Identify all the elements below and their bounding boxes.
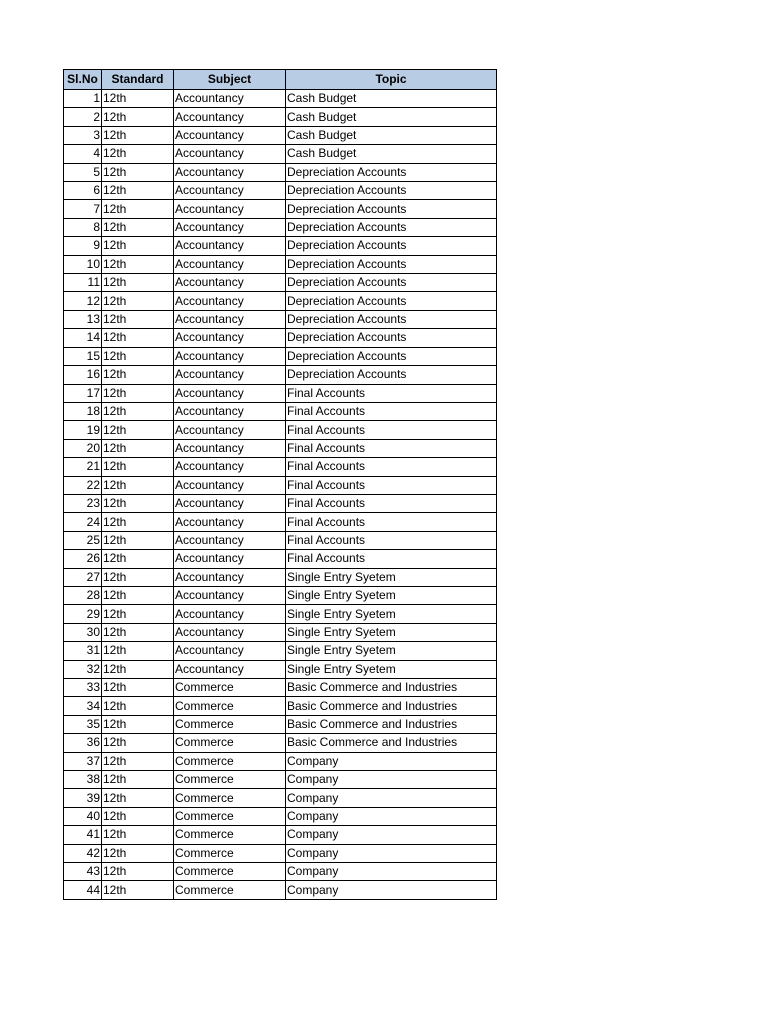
cell-sl-no: 10: [64, 255, 102, 273]
cell-standard: 12th: [102, 237, 174, 255]
cell-subject: Accountancy: [174, 550, 286, 568]
cell-topic: Depreciation Accounts: [286, 218, 497, 236]
cell-topic: Single Entry Syetem: [286, 660, 497, 678]
cell-sl-no: 34: [64, 697, 102, 715]
header-subject: Subject: [174, 70, 286, 90]
cell-standard: 12th: [102, 660, 174, 678]
cell-subject: Accountancy: [174, 458, 286, 476]
cell-topic: Cash Budget: [286, 90, 497, 108]
cell-sl-no: 33: [64, 679, 102, 697]
cell-subject: Accountancy: [174, 126, 286, 144]
table-row: [64, 126, 497, 144]
cell-topic: Depreciation Accounts: [286, 366, 497, 384]
table-row: [64, 163, 497, 181]
table-row: [64, 642, 497, 660]
cell-topic: Final Accounts: [286, 402, 497, 420]
cell-subject: Accountancy: [174, 568, 286, 586]
cell-sl-no: 27: [64, 568, 102, 586]
cell-sl-no: 11: [64, 274, 102, 292]
cell-topic: Single Entry Syetem: [286, 586, 497, 604]
cell-standard: 12th: [102, 200, 174, 218]
header-sl-no: Sl.No: [64, 70, 102, 90]
cell-standard: 12th: [102, 274, 174, 292]
table-row: [64, 310, 497, 328]
cell-subject: Commerce: [174, 807, 286, 825]
cell-standard: 12th: [102, 826, 174, 844]
cell-topic: Company: [286, 807, 497, 825]
cell-standard: 12th: [102, 108, 174, 126]
cell-subject: Accountancy: [174, 255, 286, 273]
table-row: [64, 200, 497, 218]
table-row: [64, 329, 497, 347]
cell-subject: Accountancy: [174, 90, 286, 108]
cell-sl-no: 29: [64, 605, 102, 623]
cell-subject: Commerce: [174, 881, 286, 899]
cell-subject: Accountancy: [174, 605, 286, 623]
table-row: [64, 182, 497, 200]
cell-standard: 12th: [102, 623, 174, 641]
cell-standard: 12th: [102, 605, 174, 623]
table-row: [64, 366, 497, 384]
table-row: [64, 292, 497, 310]
cell-sl-no: 14: [64, 329, 102, 347]
cell-topic: Depreciation Accounts: [286, 292, 497, 310]
table-row: [64, 402, 497, 420]
cell-topic: Single Entry Syetem: [286, 642, 497, 660]
cell-subject: Accountancy: [174, 402, 286, 420]
cell-topic: Single Entry Syetem: [286, 568, 497, 586]
cell-sl-no: 6: [64, 182, 102, 200]
cell-subject: Accountancy: [174, 384, 286, 402]
table-row: [64, 863, 497, 881]
cell-subject: Accountancy: [174, 439, 286, 457]
table-row: [64, 145, 497, 163]
table-row: [64, 771, 497, 789]
cell-standard: 12th: [102, 844, 174, 862]
cell-subject: Accountancy: [174, 292, 286, 310]
cell-sl-no: 1: [64, 90, 102, 108]
table-row: [64, 421, 497, 439]
table-body: [64, 90, 497, 900]
cell-standard: 12th: [102, 421, 174, 439]
cell-sl-no: 35: [64, 715, 102, 733]
cell-sl-no: 12: [64, 292, 102, 310]
cell-sl-no: 24: [64, 513, 102, 531]
table-row: [64, 218, 497, 236]
cell-standard: 12th: [102, 734, 174, 752]
table-row: [64, 513, 497, 531]
cell-standard: 12th: [102, 402, 174, 420]
cell-subject: Accountancy: [174, 347, 286, 365]
cell-sl-no: 32: [64, 660, 102, 678]
cell-standard: 12th: [102, 789, 174, 807]
cell-subject: Commerce: [174, 697, 286, 715]
cell-standard: 12th: [102, 218, 174, 236]
cell-sl-no: 37: [64, 752, 102, 770]
cell-sl-no: 38: [64, 771, 102, 789]
table-row: [64, 807, 497, 825]
cell-sl-no: 15: [64, 347, 102, 365]
cell-sl-no: 26: [64, 550, 102, 568]
cell-topic: Single Entry Syetem: [286, 623, 497, 641]
cell-topic: Company: [286, 771, 497, 789]
cell-standard: 12th: [102, 163, 174, 181]
cell-standard: 12th: [102, 531, 174, 549]
cell-subject: Accountancy: [174, 310, 286, 328]
cell-subject: Accountancy: [174, 586, 286, 604]
table-row: [64, 697, 497, 715]
cell-subject: Accountancy: [174, 145, 286, 163]
cell-subject: Commerce: [174, 679, 286, 697]
cell-topic: Company: [286, 752, 497, 770]
cell-subject: Accountancy: [174, 274, 286, 292]
cell-standard: 12th: [102, 807, 174, 825]
table-row: [64, 347, 497, 365]
table-row: [64, 237, 497, 255]
cell-sl-no: 21: [64, 458, 102, 476]
cell-subject: Commerce: [174, 789, 286, 807]
table-row: [64, 660, 497, 678]
cell-sl-no: 25: [64, 531, 102, 549]
cell-subject: Accountancy: [174, 218, 286, 236]
cell-topic: Depreciation Accounts: [286, 237, 497, 255]
cell-sl-no: 39: [64, 789, 102, 807]
table-row: [64, 458, 497, 476]
cell-sl-no: 9: [64, 237, 102, 255]
cell-standard: 12th: [102, 126, 174, 144]
cell-subject: Accountancy: [174, 182, 286, 200]
cell-subject: Accountancy: [174, 237, 286, 255]
cell-subject: Accountancy: [174, 623, 286, 641]
cell-sl-no: 28: [64, 586, 102, 604]
cell-sl-no: 23: [64, 494, 102, 512]
cell-standard: 12th: [102, 145, 174, 163]
cell-sl-no: 41: [64, 826, 102, 844]
cell-sl-no: 22: [64, 476, 102, 494]
table-row: [64, 752, 497, 770]
table-row: [64, 90, 497, 108]
table-row: [64, 476, 497, 494]
cell-sl-no: 8: [64, 218, 102, 236]
cell-sl-no: 4: [64, 145, 102, 163]
cell-sl-no: 16: [64, 366, 102, 384]
cell-subject: Accountancy: [174, 660, 286, 678]
cell-sl-no: 40: [64, 807, 102, 825]
cell-standard: 12th: [102, 90, 174, 108]
cell-standard: 12th: [102, 255, 174, 273]
cell-sl-no: 44: [64, 881, 102, 899]
table-row: [64, 439, 497, 457]
cell-topic: Cash Budget: [286, 126, 497, 144]
cell-standard: 12th: [102, 586, 174, 604]
table-row: [64, 826, 497, 844]
table-row: [64, 623, 497, 641]
cell-subject: Accountancy: [174, 108, 286, 126]
cell-standard: 12th: [102, 347, 174, 365]
cell-topic: Depreciation Accounts: [286, 182, 497, 200]
cell-topic: Final Accounts: [286, 513, 497, 531]
table-row: [64, 734, 497, 752]
cell-standard: 12th: [102, 384, 174, 402]
cell-subject: Commerce: [174, 734, 286, 752]
cell-sl-no: 2: [64, 108, 102, 126]
cell-topic: Depreciation Accounts: [286, 274, 497, 292]
cell-topic: Final Accounts: [286, 531, 497, 549]
cell-standard: 12th: [102, 715, 174, 733]
cell-standard: 12th: [102, 476, 174, 494]
cell-standard: 12th: [102, 182, 174, 200]
cell-subject: Commerce: [174, 752, 286, 770]
cell-sl-no: 17: [64, 384, 102, 402]
cell-topic: Company: [286, 826, 497, 844]
cell-sl-no: 18: [64, 402, 102, 420]
cell-topic: Basic Commerce and Industries: [286, 715, 497, 733]
cell-topic: Final Accounts: [286, 550, 497, 568]
cell-standard: 12th: [102, 458, 174, 476]
table-row: [64, 568, 497, 586]
cell-sl-no: 5: [64, 163, 102, 181]
cell-topic: Final Accounts: [286, 439, 497, 457]
table-row: [64, 255, 497, 273]
table-row: [64, 679, 497, 697]
table-row: [64, 715, 497, 733]
cell-subject: Accountancy: [174, 163, 286, 181]
cell-topic: Final Accounts: [286, 384, 497, 402]
cell-topic: Company: [286, 844, 497, 862]
cell-subject: Accountancy: [174, 366, 286, 384]
table-row: [64, 274, 497, 292]
cell-sl-no: 13: [64, 310, 102, 328]
table-row: [64, 531, 497, 549]
cell-topic: Company: [286, 789, 497, 807]
cell-standard: 12th: [102, 366, 174, 384]
cell-standard: 12th: [102, 550, 174, 568]
cell-standard: 12th: [102, 310, 174, 328]
cell-topic: Basic Commerce and Industries: [286, 679, 497, 697]
cell-sl-no: 3: [64, 126, 102, 144]
cell-standard: 12th: [102, 513, 174, 531]
header-standard: Standard: [102, 70, 174, 90]
cell-standard: 12th: [102, 863, 174, 881]
cell-topic: Final Accounts: [286, 421, 497, 439]
cell-topic: Depreciation Accounts: [286, 200, 497, 218]
cell-standard: 12th: [102, 771, 174, 789]
cell-sl-no: 7: [64, 200, 102, 218]
cell-subject: Commerce: [174, 863, 286, 881]
cell-topic: Single Entry Syetem: [286, 605, 497, 623]
cell-sl-no: 36: [64, 734, 102, 752]
cell-topic: Depreciation Accounts: [286, 347, 497, 365]
cell-standard: 12th: [102, 679, 174, 697]
cell-topic: Cash Budget: [286, 145, 497, 163]
cell-sl-no: 31: [64, 642, 102, 660]
cell-sl-no: 19: [64, 421, 102, 439]
cell-standard: 12th: [102, 697, 174, 715]
cell-subject: Commerce: [174, 826, 286, 844]
cell-topic: Depreciation Accounts: [286, 163, 497, 181]
cell-subject: Accountancy: [174, 421, 286, 439]
cell-subject: Commerce: [174, 844, 286, 862]
cell-topic: Cash Budget: [286, 108, 497, 126]
cell-topic: Depreciation Accounts: [286, 310, 497, 328]
cell-topic: Basic Commerce and Industries: [286, 734, 497, 752]
table-row: [64, 881, 497, 899]
cell-topic: Basic Commerce and Industries: [286, 697, 497, 715]
cell-topic: Depreciation Accounts: [286, 255, 497, 273]
table-row: [64, 789, 497, 807]
cell-topic: Final Accounts: [286, 494, 497, 512]
cell-subject: Commerce: [174, 771, 286, 789]
cell-sl-no: 42: [64, 844, 102, 862]
cell-standard: 12th: [102, 752, 174, 770]
header-topic: Topic: [286, 70, 497, 90]
table-row: [64, 384, 497, 402]
table-row: [64, 586, 497, 604]
cell-standard: 12th: [102, 292, 174, 310]
cell-sl-no: 20: [64, 439, 102, 457]
topic-table: [63, 69, 497, 900]
header-row: [64, 70, 497, 90]
cell-topic: Company: [286, 881, 497, 899]
cell-standard: 12th: [102, 568, 174, 586]
table-row: [64, 605, 497, 623]
cell-subject: Accountancy: [174, 329, 286, 347]
cell-topic: Depreciation Accounts: [286, 329, 497, 347]
cell-topic: Final Accounts: [286, 458, 497, 476]
table-row: [64, 844, 497, 862]
cell-standard: 12th: [102, 881, 174, 899]
table-row: [64, 550, 497, 568]
table-row: [64, 108, 497, 126]
cell-standard: 12th: [102, 494, 174, 512]
cell-standard: 12th: [102, 642, 174, 660]
cell-topic: Company: [286, 863, 497, 881]
cell-subject: Commerce: [174, 715, 286, 733]
cell-standard: 12th: [102, 439, 174, 457]
cell-subject: Accountancy: [174, 531, 286, 549]
cell-subject: Accountancy: [174, 494, 286, 512]
cell-sl-no: 43: [64, 863, 102, 881]
cell-subject: Accountancy: [174, 513, 286, 531]
cell-standard: 12th: [102, 329, 174, 347]
cell-sl-no: 30: [64, 623, 102, 641]
cell-subject: Accountancy: [174, 200, 286, 218]
table-row: [64, 494, 497, 512]
cell-subject: Accountancy: [174, 476, 286, 494]
cell-subject: Accountancy: [174, 642, 286, 660]
cell-topic: Final Accounts: [286, 476, 497, 494]
